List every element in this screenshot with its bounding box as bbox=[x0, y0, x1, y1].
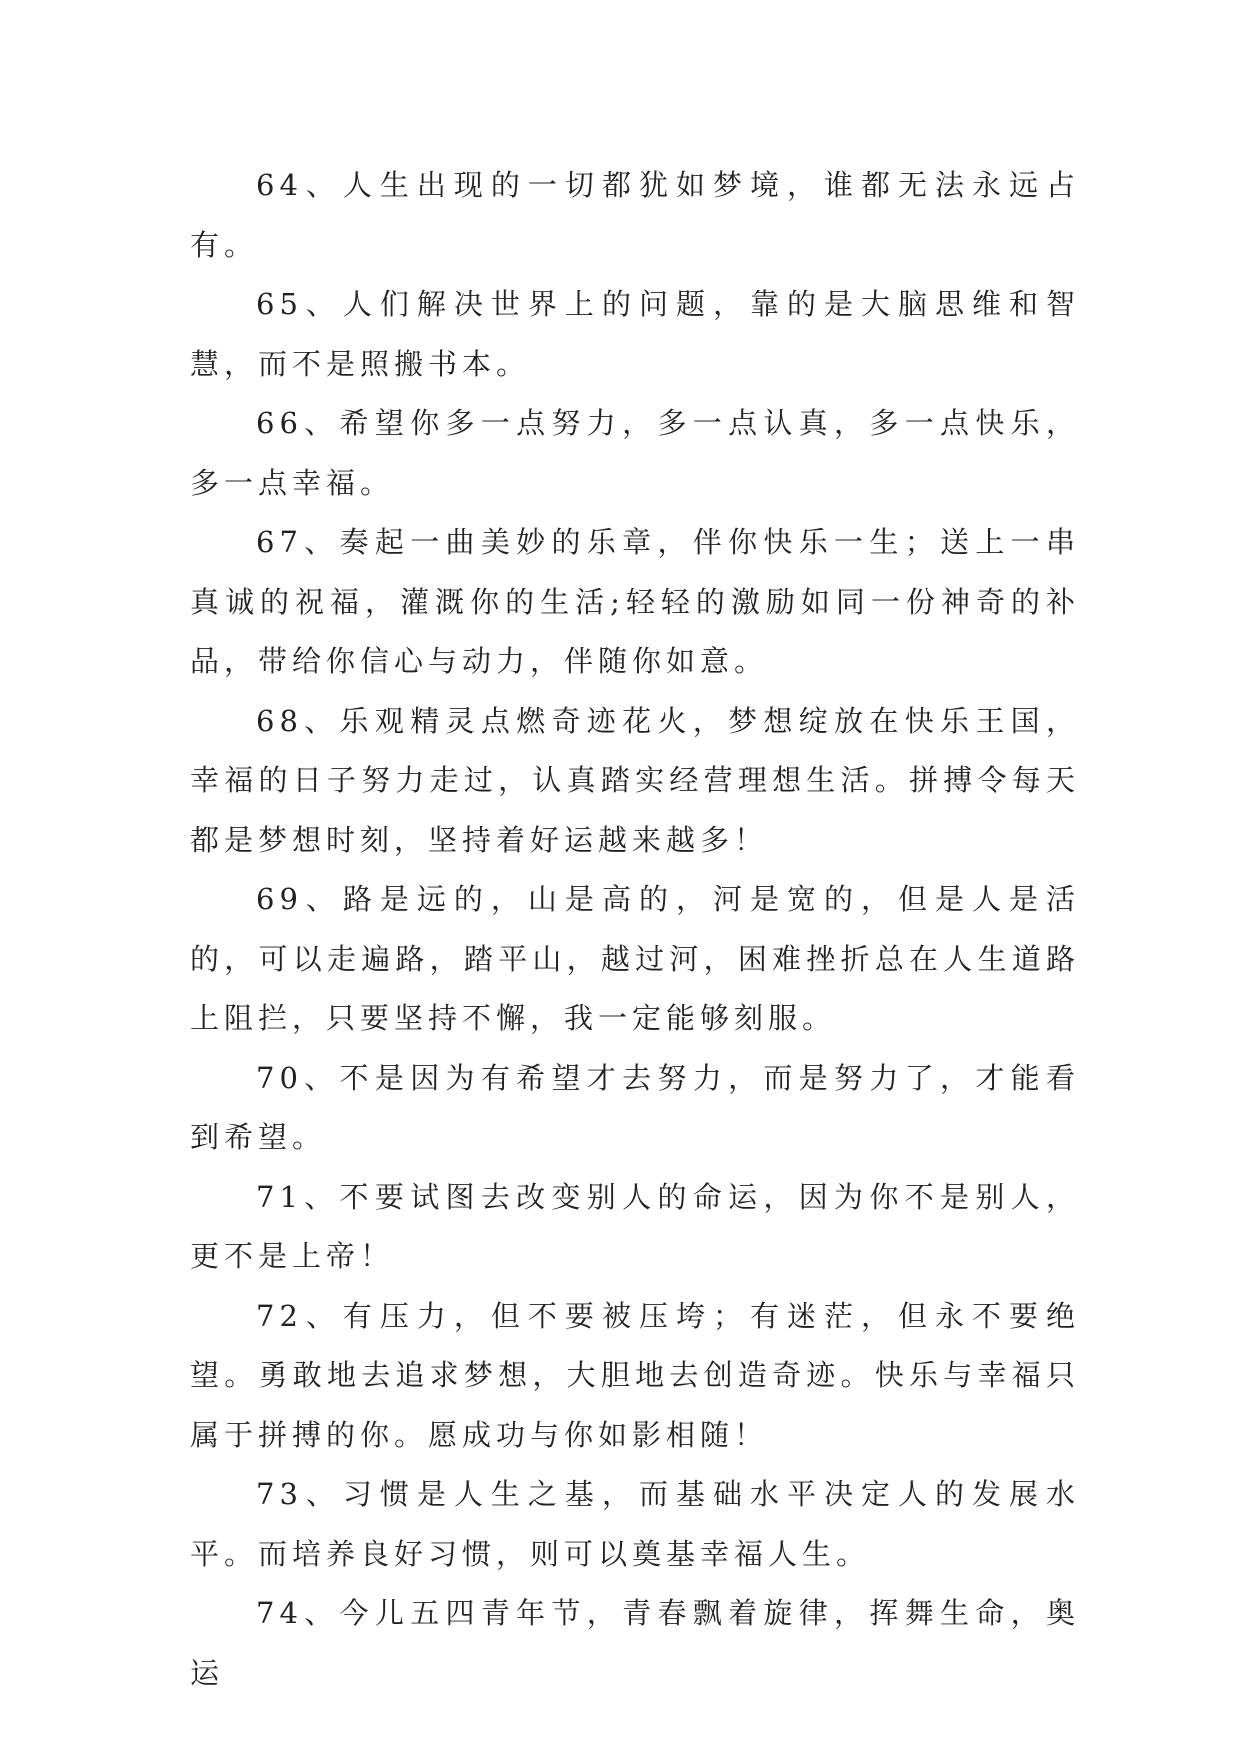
quote-entry-65: 65、人们解决世界上的问题，靠的是大脑思维和智慧，而不是照搬书本。 bbox=[190, 287, 1080, 381]
quote-entry-68: 68、乐观精灵点燃奇迹花火，梦想绽放在快乐王国，幸福的日子努力走过，认真踏实经营理想生活。拼搏令每天都是梦想时刻，坚持着好运越来越多！ bbox=[190, 703, 1080, 857]
quote-entry-67: 67、奏起一曲美妙的乐章，伴你快乐一生；送上一串真诚的祝福，灌溉你的生活;轻轻的激励如同一份神奇的补品，带给你信心与动力，伴随你如意。 bbox=[190, 525, 1080, 678]
quote-entry-71: 71、不要试图去改变别人的命运，因为你不是别人，更不是上帝！ bbox=[190, 1179, 1080, 1273]
quote-entry-72: 72、有压力，但不要被压垮；有迷茫，但永不要绝望。勇敢地去追求梦想，大胆地去创造奇迹。快乐与幸福只属于拼搏的你。愿成功与你如影相随！ bbox=[190, 1298, 1080, 1452]
quote-entry-66: 66、希望你多一点努力，多一点认真，多一点快乐，多一点幸福。 bbox=[190, 406, 1080, 500]
quote-entry-69: 69、路是远的，山是高的，河是宽的，但是人是活的，可以走遍路，踏平山，越过河，困难挫折总在人生道路上阻拦，只要坚持不懈，我一定能够刻服。 bbox=[190, 882, 1080, 1035]
quote-entry-64: 64、人生出现的一切都犹如梦境，谁都无法永远占有。 bbox=[190, 168, 1080, 262]
quote-entry-74: 74、今儿五四青年节，青春飘着旋律，挥舞生命，奥运 bbox=[190, 1596, 1080, 1690]
quote-entry-73: 73、习惯是人生之基，而基础水平决定人的发展水平。而培养良好习惯，则可以奠基幸福人生。 bbox=[190, 1477, 1080, 1571]
document-body bbox=[190, 156, 1080, 1703]
quote-entry-70: 70、不是因为有希望才去努力，而是努力了，才能看到希望。 bbox=[190, 1060, 1080, 1154]
